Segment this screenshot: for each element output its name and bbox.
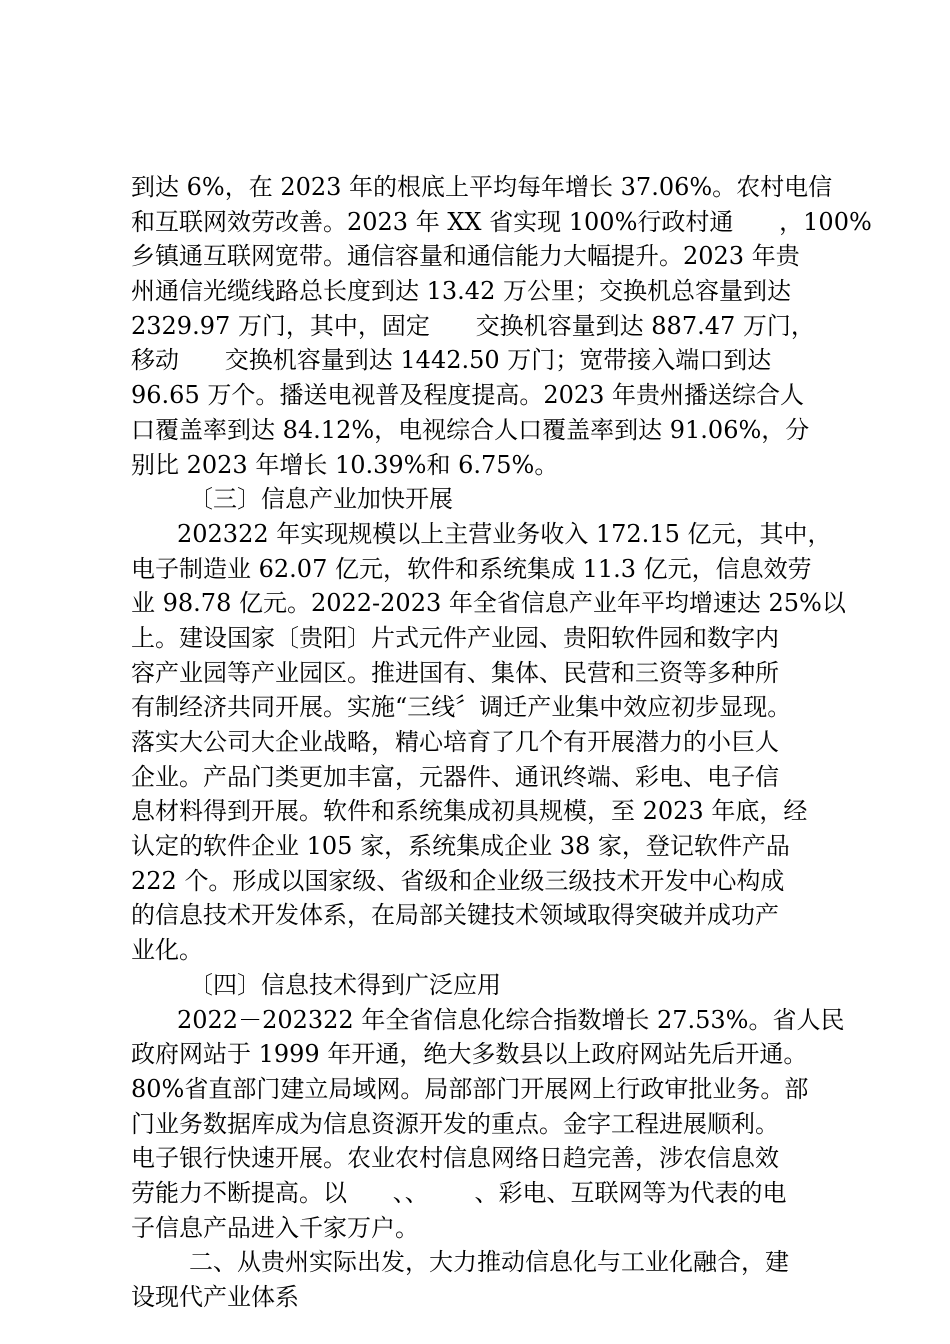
text-line: 移动 交换机容量到达 1442.50 万门；宽带接入端口到达 xyxy=(131,346,772,375)
text-line: 设现代产业体系 xyxy=(131,1283,299,1311)
text-line: 门业务数据库成为信息资源开发的重点。金字工程进展顺利。 xyxy=(131,1109,779,1138)
text-line: 2329.97 万门，其中，固定 交换机容量到达 887.47 万门， xyxy=(131,311,815,340)
section-heading-4: 〔四〕信息技术得到广泛应用 xyxy=(189,970,501,999)
paragraph-telecom xyxy=(131,170,872,482)
text-line: 劳能力不断提高。以 、、 、彩电、互联网等为代表的电 xyxy=(131,1178,787,1207)
text-line: 口覆盖率到达 84.12%，电视综合人口覆盖率到达 91.06%，分 xyxy=(131,415,810,444)
text-line: 子信息产品进入千家万户。 xyxy=(131,1213,419,1242)
text-line: 别比 2023 年增长 10.39%和 6.75%。 xyxy=(131,450,559,479)
text-line: 业 98.78 亿元。2022-2023 年全省信息产业年平均增速达 25%以 xyxy=(131,589,846,618)
text-line: 二、从贵州实际出发，大力推动信息化与工业化融合，建 xyxy=(189,1248,789,1277)
paragraph-industry xyxy=(131,517,846,968)
paragraph-applications xyxy=(131,1003,845,1246)
text-line: 乡镇通互联网宽带。通信容量和通信能力大幅提升。2023 年贵 xyxy=(131,242,800,271)
text-line: 到达 6%，在 2023 年的根底上平均每年增长 37.06%。农村电信 xyxy=(131,173,833,201)
text-line: 容产业园等产业园区。推进国有、集体、民营和三资等多种所 xyxy=(131,658,779,687)
text-line: 企业。产品门类更加丰富，元器件、通讯终端、彩电、电子信 xyxy=(131,762,779,791)
text-line: 认定的软件企业 105 家，系统集成企业 38 家，登记软件产品 xyxy=(131,832,790,861)
text-line: 落实大公司大企业战略，精心培育了几个有开展潜力的小巨人 xyxy=(131,728,779,756)
text-line: 96.65 万个。播送电视普及程度提高。2023 年贵州播送综合人 xyxy=(131,381,805,410)
text-line: 202322 年实现规模以上主营业务收入 172.15 亿元，其中， xyxy=(177,519,832,548)
section-heading-2 xyxy=(131,1245,841,1314)
text-line: 2022－202322 年全省信息化综合指数增长 27.53%。省人民 xyxy=(177,1005,845,1034)
text-line: 有制经济共同开展。实施“三线〞调迁产业集中效应初步显现。 xyxy=(131,693,792,722)
text-line: 电子制造业 62.07 亿元，软件和系统集成 11.3 亿元，信息效劳 xyxy=(131,554,812,583)
document-body xyxy=(131,170,872,1315)
text-line: 上。建设国家〔贵阳〕片式元件产业园、贵阳软件园和数字内 xyxy=(131,623,779,652)
section-heading-3: 〔三〕信息产业加快开展 xyxy=(189,485,453,514)
text-line: 和互联网效劳改善。2023 年 XX 省实现 100%行政村通 ，100% xyxy=(131,207,872,236)
text-line: 息材料得到开展。软件和系统集成初具规模，至 2023 年底，经 xyxy=(131,797,808,826)
text-line: 的信息技术开发体系，在局部关键技术领域取得突破并成功产 xyxy=(131,901,779,930)
text-line: 222 个。形成以国家级、省级和企业级三级技术开发中心构成 xyxy=(131,866,785,895)
text-line: 电子银行快速开展。农业农村信息网络日趋完善，涉农信息效 xyxy=(131,1144,779,1173)
text-line: 政府网站于 1999 年开通，绝大多数县以上政府网站先后开通。 xyxy=(131,1040,808,1069)
text-line: 州通信光缆线路总长度到达 13.42 万公里；交换机总容量到达 xyxy=(131,277,791,306)
text-line: 业化。 xyxy=(131,936,203,965)
text-line: 80%省直部门建立局域网。局部部门开展网上行政审批业务。部 xyxy=(131,1074,809,1103)
